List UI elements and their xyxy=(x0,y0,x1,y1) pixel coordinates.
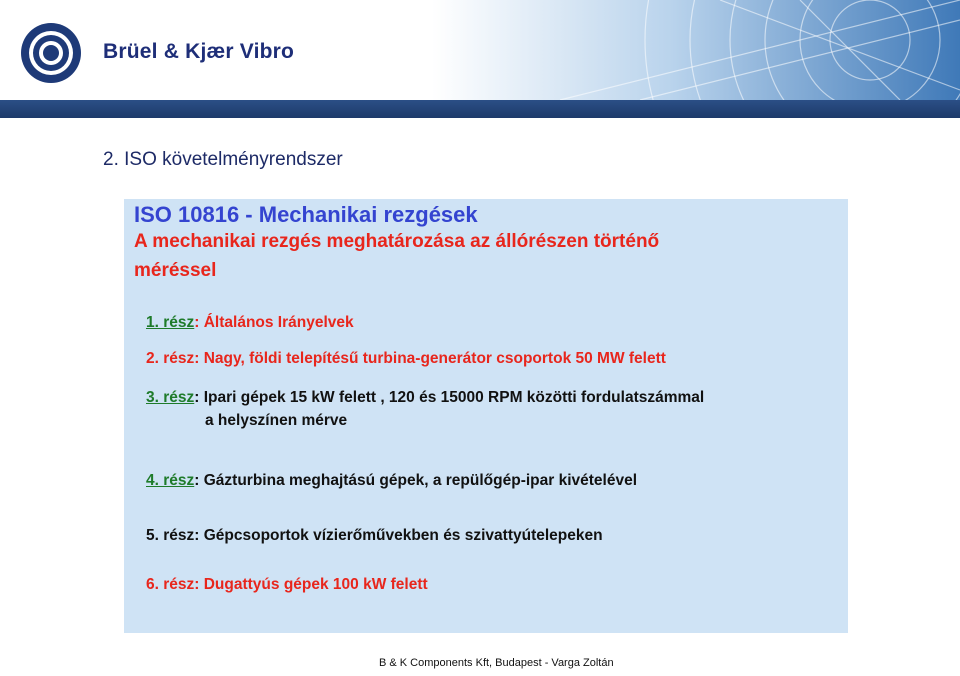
brand-name: Brüel & Kjær Vibro xyxy=(103,40,295,63)
panel-subtitle-line2: méréssel xyxy=(134,260,217,281)
part-label: 6. rész xyxy=(146,576,195,593)
panel-subtitle-line1: A mechanikai rezgés meghatározása az állórészen történő xyxy=(134,231,660,252)
heading-standard: ISO 10816 xyxy=(134,202,240,227)
footer-credit: B & K Components Kft, Budapest - Varga Zoltán xyxy=(379,657,614,669)
part-label: 1. rész xyxy=(146,314,195,331)
part-text: : Gépcsoportok vízierőművekben és szivattyútelepeken xyxy=(194,527,603,544)
part-text: : Ipari gépek 15 kW felett , 120 és 15000 RPM közötti fordulatszámmal xyxy=(194,389,705,406)
part-text: : Dugattyús gépek 100 kW felett xyxy=(194,576,428,593)
part-text: : Általános Irányelvek xyxy=(194,314,354,331)
slide-title: 2. ISO követelményrendszer xyxy=(103,149,343,170)
header xyxy=(0,0,960,100)
content-panel xyxy=(124,199,848,633)
list-item-part6 xyxy=(146,576,428,594)
part-text: : Nagy, földi telepítésű turbina-generátor csoportok 50 MW felett xyxy=(194,350,666,367)
list-item-part5 xyxy=(146,527,603,545)
list-item-part3-continuation: a helyszínen mérve xyxy=(205,412,348,429)
list-item-part2 xyxy=(146,350,666,368)
bruel-kjaer-logo-icon xyxy=(20,22,82,84)
panel-heading xyxy=(134,202,478,228)
part-label: 5. rész xyxy=(146,527,195,544)
part-label: 4. rész xyxy=(146,472,195,489)
list-item-part1 xyxy=(146,314,354,332)
part-label: 2. rész xyxy=(146,350,195,367)
list-item-part4 xyxy=(146,472,637,490)
list-item-part3 xyxy=(146,389,704,407)
header-band xyxy=(0,100,960,118)
part-text: : Gázturbina meghajtású gépek, a repülőgép-ipar kivételével xyxy=(194,472,638,489)
heading-topic: - Mechanikai rezgések xyxy=(239,202,478,227)
part-label: 3. rész xyxy=(146,389,195,406)
